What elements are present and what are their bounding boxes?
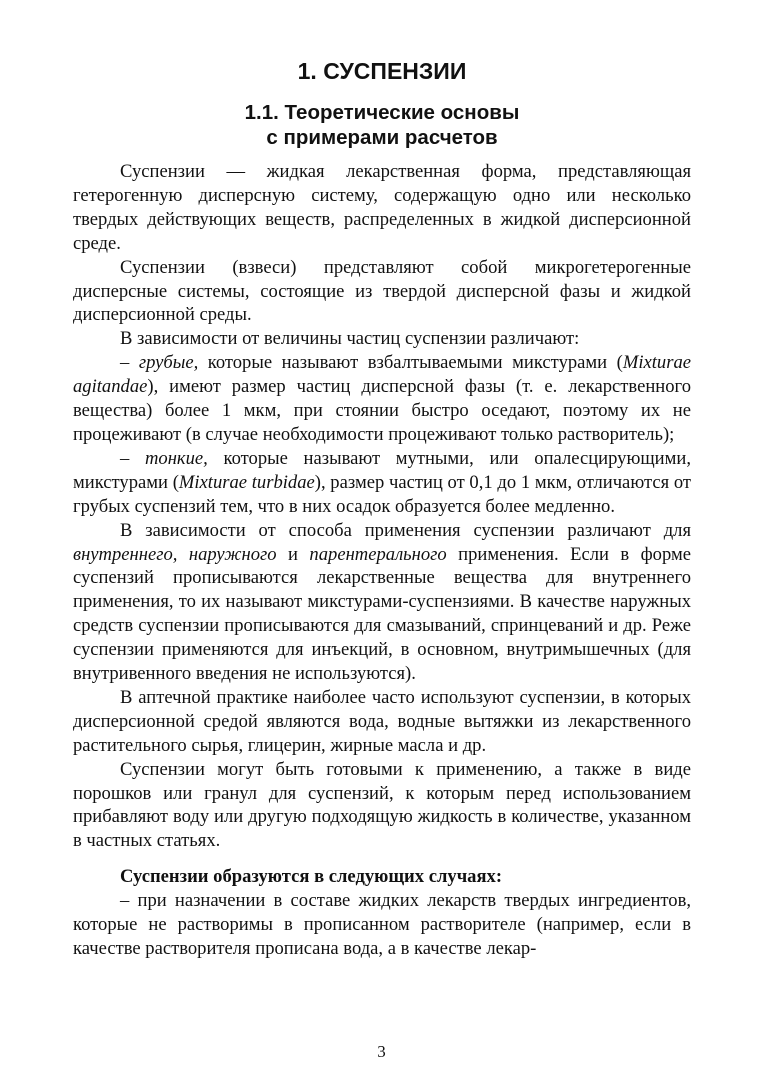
term-fine: тонкие, bbox=[144, 447, 208, 469]
term-coarse: грубые, bbox=[138, 352, 199, 374]
section-title-line-2: с примерами расчетов bbox=[266, 126, 498, 149]
page-number: 3 bbox=[377, 1042, 386, 1061]
paragraph-pharmacy-practice: В аптечной практике наиболее часто используют суспензии, в которых дисперсионной средой являются вода, водные вытяжки из лекарственного растительного сырья, глицерин, жирные масла и др. bbox=[73, 686, 691, 756]
paragraph-microheterogeneous: Суспензии (взвеси) представляют собой микрогетерогенные дисперсные системы, состоящие из твердой дисперсной фазы и жидкой дисперсионной среды. bbox=[73, 256, 691, 326]
chapter-title: 1. СУСПЕНЗИИ bbox=[297, 58, 467, 84]
page-content bbox=[73, 58, 691, 961]
term-parenteral: парентерального bbox=[309, 543, 447, 565]
section-title bbox=[73, 100, 691, 150]
latin-term: Mixturae turbidae bbox=[178, 471, 315, 493]
paragraph-ready-forms: Суспензии могут быть готовыми к применению, а также в виде порошков или гранул для суспензий, к которым перед использованием прибавляют воду или другую подходящую жидкость в количестве, указанном в частных статьях. bbox=[73, 758, 691, 852]
paragraph-definition: Суспензии — жидкая лекарственная форма, представляющая гетерогенную дисперсную систему, содержащую одно или несколько твердых действующих веществ, распределенных в жидкой дисперсионной среде. bbox=[73, 161, 691, 254]
list-item-insoluble: – при назначении в составе жидких лекарств твердых ингредиентов, которые не растворимы в прописанном растворителе (например, если в качестве растворителя прописана вода, а в качестве лекар- bbox=[73, 890, 691, 959]
section-title-line-1: 1.1. Теоретические основы bbox=[244, 101, 520, 124]
latin-term: Mixturae agitandae bbox=[73, 352, 691, 398]
list-item-coarse: – грубые, которые называют взбалтываемыми микстурами (Mixturae agitandae), имеют размер частиц дисперсной фазы (т. е. лекарственного вещества) более 1 мкм, при стоянии быстро оседают, поэтому их не процеживают (в случае необходимости процеживают только растворитель); bbox=[73, 352, 691, 445]
term-internal-external: внутреннего, наружного bbox=[73, 543, 277, 565]
paragraph-cases-heading bbox=[73, 865, 691, 889]
paragraph-particle-size-intro: В зависимости от величины частиц суспензии различают: bbox=[120, 328, 580, 350]
paragraph-application: В зависимости от способа применения суспензии различают для внутреннего, наружного и парентерального применения. Если в форме суспензий прописываются лекарственные вещества для внутреннего применения, то их называют микстурами-суспензиями. В качестве наружных средств суспензии прописываются для смазываний, спринцеваний и др. Реже суспензии применяются для инъекций, в основном, внутримышечных (для внутривенного введения не используются). bbox=[73, 519, 691, 685]
bold-heading: Суспензии образуются в следующих случаях: bbox=[120, 866, 503, 888]
list-item-fine: – тонкие, которые называют мутными, или опалесцирующими, микстурами (Mixturae turbidae), размер частиц от 0,1 до 1 мкм, отличаются от грубых суспензий тем, что в них осадок образуется более медленно. bbox=[73, 447, 692, 517]
